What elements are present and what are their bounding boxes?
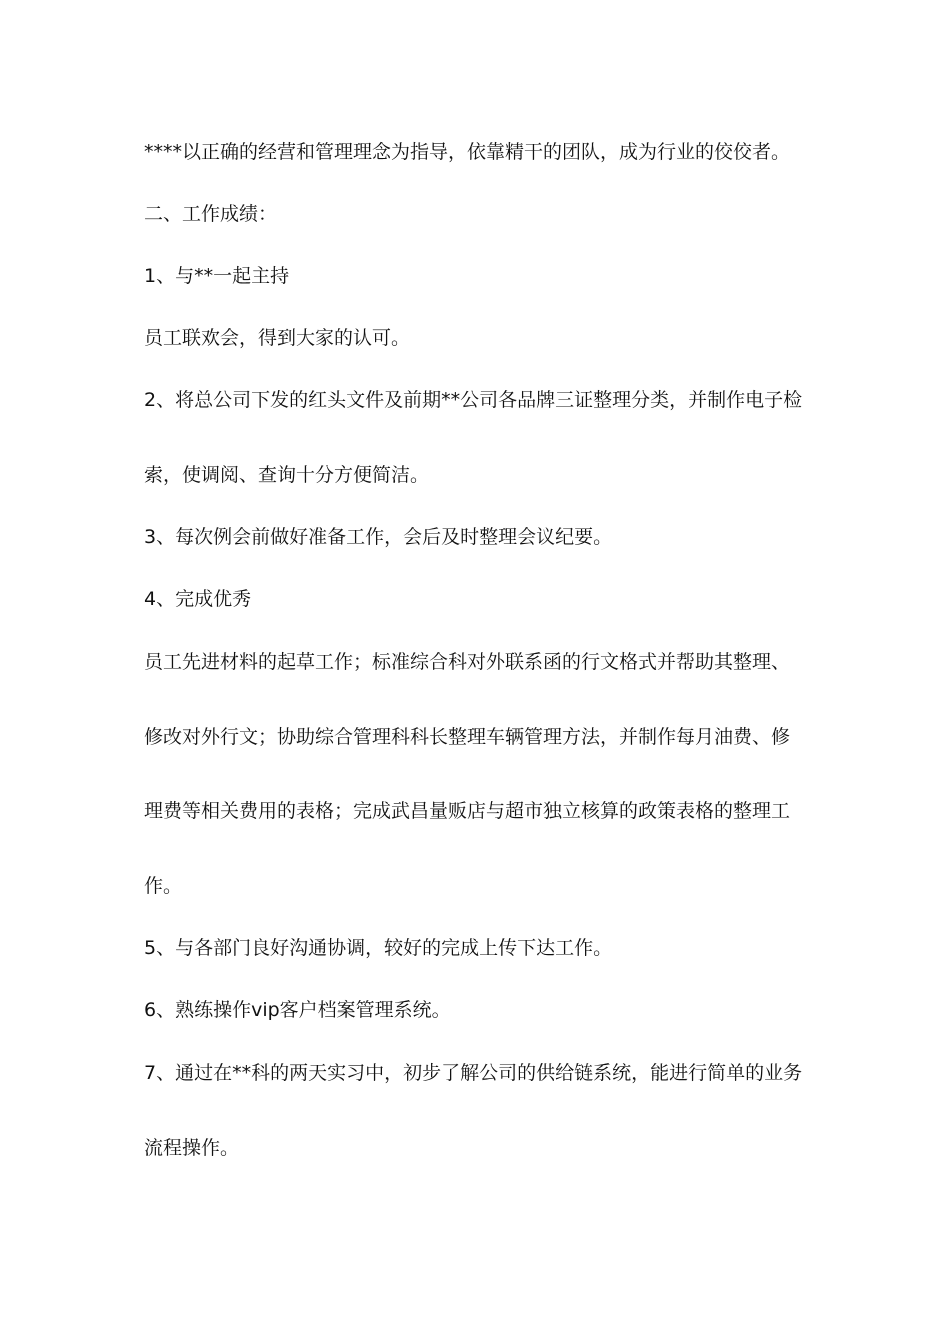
text-line: 作。 [144,875,183,897]
section-heading-work-results: 二、工作成绩： [144,203,278,225]
list-item-4: 4、完成优秀 [144,588,252,610]
list-item-3: 3、每次例会前做好准备工作，会后及时整理会议纪要。 [144,526,613,548]
list-item-5: 5、与各部门良好沟通协调，较好的完成上传下达工作。 [144,937,613,959]
list-item-7: 7、通过在**科的两天实习中，初步了解公司的供给链系统，能进行简单的业务 [144,1062,803,1084]
list-item-6: 6、熟练操作vip客户档案管理系统。 [144,999,451,1021]
text-line: 流程操作。 [144,1137,240,1159]
text-line: 索，使调阅、查询十分方便简洁。 [144,464,430,486]
list-item-1: 1、与**一起主持 [144,265,290,287]
text-line: 员工先进材料的起草工作；标准综合科对外联系函的行文格式并帮助其整理、 [144,651,791,673]
text-line: 理费等相关费用的表格；完成武昌量贩店与超市独立核算的政策表格的整理工 [144,800,791,822]
text-line: 修改对外行文；协助综合管理科科长整理车辆管理方法，并制作每月油费、修 [144,726,791,748]
text-line-intro: ****以正确的经营和管理理念为指导，依靠精干的团队，成为行业的佼佼者。 [144,141,791,163]
list-item-2: 2、将总公司下发的红头文件及前期**公司各品牌三证整理分类，并制作电子检 [144,389,803,411]
text-line: 员工联欢会，得到大家的认可。 [144,327,411,349]
